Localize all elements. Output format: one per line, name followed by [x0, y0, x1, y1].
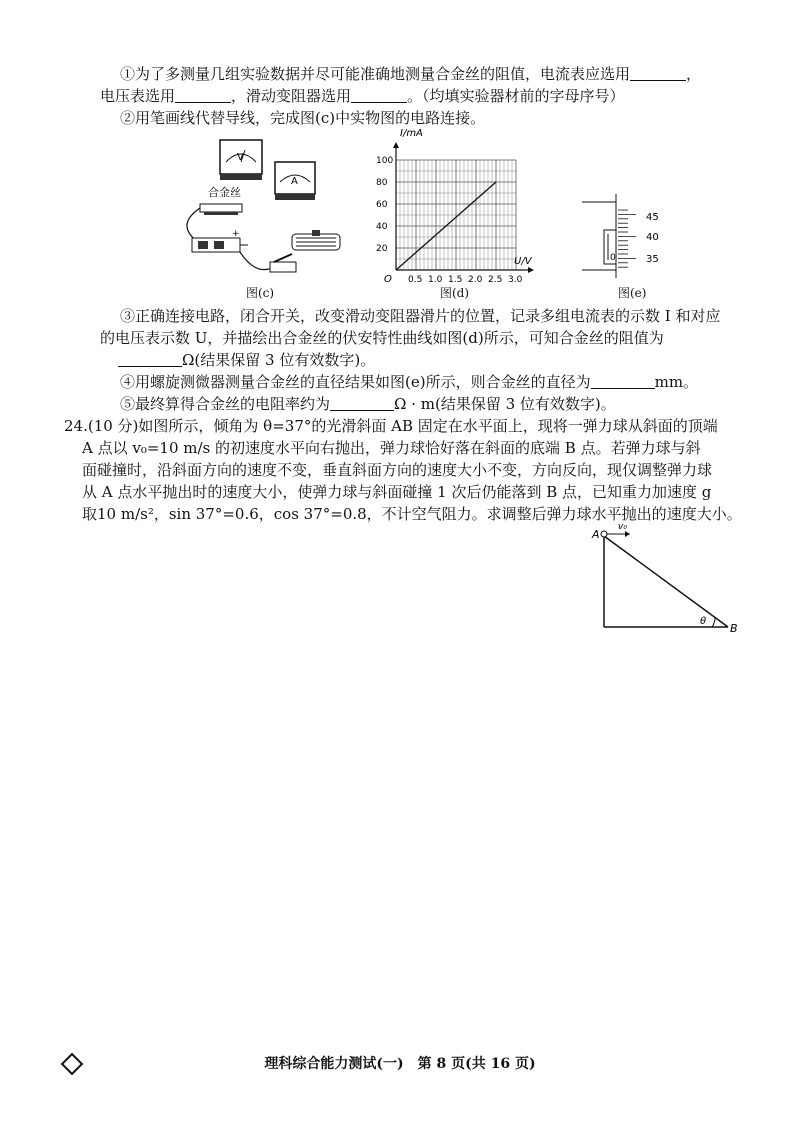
x-axis-arrow: [528, 267, 534, 273]
figure-c-circuit: [180, 130, 350, 280]
q23-part3-text-c: Ω(结果保留 3 位有效数字)。: [182, 351, 376, 369]
y-axis-arrow: [393, 142, 399, 148]
x-tick-label: 0.5: [408, 275, 423, 285]
figure-e-micrometer: [582, 190, 682, 280]
x-tick-label: 1.0: [428, 275, 443, 285]
q23-part5-text-b: Ω · m(结果保留 3 位有效数字)。: [394, 395, 616, 413]
x-tick-label: 1.5: [448, 275, 463, 285]
answer-blank-ammeter[interactable]: [630, 66, 686, 81]
q24-line3: 面碰撞时，沿斜面方向的速度不变，垂直斜面方向的速度大小不变，方向反向，现仅调整弹力球: [82, 461, 713, 479]
page-footer: 理科综合能力测试(一) 第 8 页(共 16 页): [264, 1056, 536, 1072]
x-axis-label: U/V: [514, 256, 532, 267]
origin-label: O: [384, 274, 392, 285]
micrometer-tick-45: 45: [646, 212, 659, 223]
q23-part3-line2: 的电压表示数 U，并描绘出合金丝的伏安特性曲线如图(d)所示，可知合金丝的阻值为: [100, 329, 664, 347]
q23-part4-text-b: mm。: [654, 373, 699, 391]
ammeter-label: A: [291, 176, 298, 187]
label-a: A: [592, 528, 600, 541]
y-tick-label: 80: [376, 178, 388, 188]
q23-part1-text-b2: ，滑动变阻器选用: [231, 87, 352, 105]
y-tick-label: 20: [376, 244, 388, 254]
q23-part5-line: [120, 394, 616, 414]
micrometer-tick-40: 40: [646, 232, 659, 243]
q23-part4-text-a: ④用螺旋测微器测量合金丝的直径结果如图(e)所示，则合金丝的直径为: [120, 373, 591, 391]
q24-line4: 从 A 点水平抛出时的速度大小，使弹力球与斜面碰撞 1 次后仍能落到 B 点，已知重力加速度 g: [82, 483, 712, 501]
q23-part1-line1: [120, 64, 701, 84]
micrometer-tick-35: 35: [646, 254, 659, 265]
q23-part1-line2: [100, 86, 625, 106]
figure-c-caption: 图(c): [246, 286, 275, 300]
q23-part1-punct: ，: [686, 65, 702, 83]
x-tick-label: 3.0: [508, 275, 523, 285]
q23-part2-text: ②用笔画线代替导线，完成图(c)中实物图的电路连接。: [120, 109, 486, 127]
answer-blank-rheostat[interactable]: [351, 88, 407, 103]
q24-line1: 24.(10 分)如图所示，倾角为 θ=37°的光滑斜面 AB 固定在水平面上，现将一弹力球从斜面的顶端: [64, 417, 718, 435]
ball: [601, 531, 607, 537]
q23-part3-line1: ③正确连接电路，闭合开关，改变滑动变阻器滑片的位置，记录多组电流表的示数 I 和对应: [120, 307, 721, 325]
y-tick-label: 100: [376, 156, 394, 166]
figure-incline: [590, 520, 750, 640]
q23-part1-text-b3: 。（均填实验器材前的字母序号）: [407, 87, 625, 105]
q23-part4-line: [120, 372, 698, 392]
q23-part3-line3: [118, 350, 375, 370]
answer-blank-resistance[interactable]: [118, 352, 182, 367]
label-v0: v₀: [618, 522, 627, 532]
x-tick-label: 2.5: [488, 275, 503, 285]
q23-part1-text-b1: 电压表选用: [100, 87, 176, 105]
q24-line2: A 点以 v₀=10 m/s 的初速度水平向右抛出，弹力球恰好落在斜面的底端 B 点。若弹力球与斜: [82, 439, 701, 457]
q24-line5: 取10 m/s²，sin 37°=0.6，cos 37°=0.8，不计空气阻力。求调整后弹力球水平抛出的速度大小。: [82, 505, 742, 523]
answer-blank-diameter[interactable]: [591, 374, 655, 389]
voltmeter-label: V: [237, 152, 244, 163]
incline-slope: [604, 536, 728, 627]
micrometer-zero-label: 0: [610, 253, 616, 263]
answer-blank-voltmeter[interactable]: [175, 88, 231, 103]
y-axis-label: I/mA: [400, 128, 423, 139]
switch: [270, 262, 296, 272]
figure-e-caption: 图(e): [618, 286, 647, 300]
figure-d-caption: 图(d): [440, 286, 470, 300]
micrometer-thimble-ticks: [618, 210, 636, 267]
q23-part5-text-a: ⑤最终算得合金丝的电阻率约为: [120, 395, 331, 413]
q23-part1-text-a: ①为了多测量几组实验数据并尽可能准确地测量合金丝的阻值，电流表应选用: [120, 65, 631, 83]
answer-blank-resistivity[interactable]: [330, 396, 394, 411]
y-tick-label: 60: [376, 200, 388, 210]
y-tick-label: 40: [376, 222, 388, 232]
alloy-wire-label: 合金丝: [208, 186, 241, 199]
label-theta: θ: [700, 616, 707, 627]
alloy-wire-board: [200, 204, 242, 212]
svg-text:+: +: [232, 229, 240, 239]
figure-d-chart: [362, 128, 537, 286]
x-tick-label: 2.0: [468, 275, 483, 285]
label-b: B: [730, 622, 738, 635]
